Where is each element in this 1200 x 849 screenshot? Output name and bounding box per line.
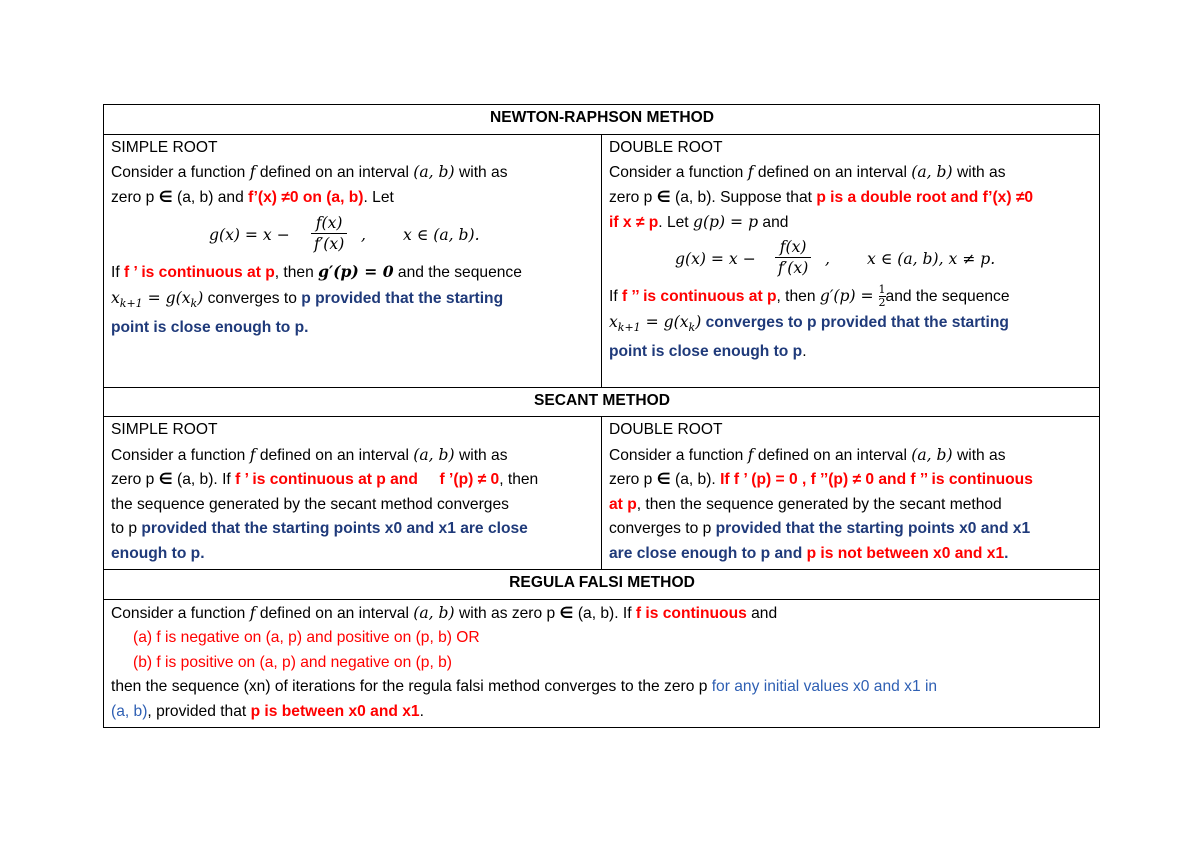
secant-simple-line1: [111, 443, 595, 469]
text-and: and: [746, 604, 778, 622]
secant-title: SECANT METHOD: [104, 387, 1100, 417]
regula-line4: [111, 675, 1093, 700]
text-and: and: [758, 214, 789, 231]
provided-text-2: point is close enough to p: [609, 343, 803, 361]
math-paren: ): [695, 312, 702, 331]
math-gprime: g′(p) =: [819, 286, 879, 305]
x-not-p-condition: if x ≠ p: [609, 214, 659, 231]
secant-condition: f ’ is continuous at p and f ’(p) ≠ 0: [235, 471, 500, 488]
math-interval: (a, b): [413, 603, 455, 622]
eq-fraction: [311, 213, 347, 254]
text-let: . Let: [658, 214, 693, 231]
math-interval: (a, b): [911, 445, 953, 464]
math-eq-g: = g(x: [640, 312, 689, 331]
math-sub-k1: k+1: [119, 296, 143, 310]
newton-simple-line2: [111, 186, 595, 211]
math-sub-k1: k+1: [617, 320, 641, 334]
eq-comma: ,: [361, 226, 366, 244]
text-consider: Consider a function: [609, 164, 744, 181]
continuity-condition: f ’’ is continuous at p: [622, 287, 777, 305]
provided-text-1: p provided that the starting: [301, 289, 504, 307]
text-if: If: [609, 287, 622, 305]
half-fraction: [879, 284, 886, 309]
text-defined: defined on an interval: [255, 446, 414, 464]
element-of-symbol: ∈: [559, 604, 574, 622]
secant-header-row: [104, 387, 1100, 417]
text-zero-p: zero p: [609, 188, 657, 206]
text-period: .: [1004, 544, 1009, 562]
text-seq-and: and the sequence: [393, 264, 522, 281]
text-ab: (a, b).: [670, 471, 721, 488]
newton-simple-heading: SIMPLE ROOT: [111, 138, 218, 156]
text-ab: (a, b). If: [172, 471, 236, 488]
newton-header-row: [104, 105, 1100, 135]
text-period: .: [419, 702, 424, 720]
regula-header-row: [104, 570, 1100, 600]
eq-numerator: f(x): [315, 214, 343, 232]
newton-simple-line4: [111, 260, 595, 286]
newton-double-heading: DOUBLE ROOT: [609, 138, 723, 156]
text-converges: converges to p: [609, 520, 716, 537]
text-consider: Consider a function: [111, 164, 246, 181]
text-zero-p: zero p: [609, 471, 657, 488]
eq-comma: ,: [825, 249, 830, 268]
secant-simple-heading: SIMPLE ROOT: [111, 421, 218, 438]
text-with-as: with as: [454, 446, 508, 464]
math-f: f: [249, 603, 256, 622]
secant-simple-line2: [111, 468, 595, 493]
text-ab: (a, b). Suppose that: [670, 188, 817, 206]
math-x: x: [609, 312, 618, 331]
eq-lhs: g(x) = x −: [675, 249, 756, 268]
regula-line1: [111, 601, 1093, 627]
provided-text-1: provided that the starting points x0 and x1: [715, 520, 1031, 537]
interval-text: (a, b): [111, 702, 148, 720]
provided-text-1: provided that the starting points x0 and x1 are close: [141, 520, 528, 537]
text-ab: (a, b) and: [172, 188, 249, 206]
newton-double-line6: [609, 310, 1093, 341]
secant-double-line3: [609, 493, 1093, 518]
math-gp: g(p) = p: [692, 213, 759, 231]
secant-simple-line5: enough to p.: [111, 544, 205, 562]
math-f: f: [747, 163, 754, 181]
math-gprime: g′(p) = 0: [318, 262, 394, 281]
secant-content-row: [104, 417, 1100, 570]
not-between-condition: p is not between x0 and x1: [806, 544, 1005, 562]
any-initial-text: for any initial values x0 and x1 in: [711, 678, 938, 695]
eq-domain: x ∈ (a, b).: [403, 226, 480, 244]
math-f: f: [249, 445, 256, 464]
math-eq-g: = g(x: [142, 288, 191, 307]
eq-denominator: f′(x): [775, 257, 811, 278]
secant-double-line5: [609, 542, 1093, 567]
text-zero-p: zero p: [111, 471, 159, 488]
between-condition: p is between x0 and x1: [250, 702, 420, 720]
text-then: , then: [776, 287, 820, 305]
math-interval: (a, b): [413, 163, 455, 181]
text-ab: (a, b). If: [573, 604, 636, 622]
element-of-symbol: ∈: [656, 471, 671, 488]
text-consider: Consider a function: [609, 446, 744, 464]
math-x: x: [111, 288, 120, 307]
math-interval: (a, b): [413, 445, 455, 464]
text-with-as: with as: [952, 164, 1006, 181]
continuity-condition: f ’ is continuous at p: [124, 264, 275, 281]
regula-case-b: (b) f is positive on (a, p) and negative on (p, b): [133, 653, 452, 671]
text-seq-and: and the sequence: [885, 287, 1010, 305]
methods-table: [103, 104, 1100, 728]
half-den: 2: [878, 295, 886, 309]
newton-simple-cell: [104, 134, 602, 387]
text-consider: Consider a function: [111, 604, 246, 622]
secant-double-line1: [609, 443, 1093, 469]
newton-simple-line5: [111, 286, 595, 317]
newton-title: NEWTON-RAPHSON METHOD: [104, 105, 1100, 135]
text-to-p: to p: [111, 520, 142, 537]
text-with-as: with as: [454, 164, 508, 181]
text-then: , then: [499, 471, 539, 488]
text-period: .: [802, 343, 807, 361]
at-p-condition: at p: [609, 495, 637, 513]
newton-double-cell: [602, 134, 1100, 387]
secant-double-heading: DOUBLE ROOT: [609, 421, 723, 438]
newton-double-line2: [609, 186, 1093, 211]
math-sub-k: k: [688, 320, 696, 334]
text-if: If: [111, 264, 124, 281]
text-converges: converges to: [203, 289, 302, 307]
element-of-symbol: ∈: [158, 188, 173, 206]
secant-simple-cell: [104, 417, 602, 570]
newton-content-row: [104, 134, 1100, 387]
regula-title: REGULA FALSI METHOD: [104, 570, 1100, 600]
text-defined: defined on an interval: [255, 604, 414, 622]
derivative-condition: f’(x) ≠0 on (a, b): [248, 188, 364, 206]
math-interval: (a, b): [911, 163, 953, 181]
text-defined: defined on an interval: [753, 164, 912, 181]
element-of-symbol: ∈: [158, 471, 173, 488]
text-defined: defined on an interval: [753, 446, 912, 464]
text-zero-p: zero p: [111, 188, 159, 206]
newton-double-line3: [609, 210, 1093, 236]
eq-numerator: f(x): [779, 237, 807, 256]
secant-double-line2: [609, 468, 1093, 493]
math-paren: ): [197, 288, 204, 307]
regula-content-row: [104, 599, 1100, 728]
secant-simple-line4: [111, 517, 595, 542]
text-consider: Consider a function: [111, 446, 246, 464]
text-let: . Let: [363, 188, 394, 206]
secant-double-condition: If f ’ (p) = 0 , f ’’(p) ≠ 0 and f ’’ is continuous: [720, 471, 1033, 488]
newton-double-line7: [609, 340, 1093, 365]
text-with-as: with as zero p: [454, 604, 560, 622]
text-then: , then the sequence generated by the secant method: [636, 495, 1002, 513]
half-num: 1: [878, 282, 886, 296]
double-root-condition: p is a double root and f’(x) ≠0: [816, 188, 1034, 206]
eq-domain: x ∈ (a, b), x ≠ p.: [867, 249, 996, 268]
regula-cell: [104, 599, 1100, 728]
eq-denominator: f′(x): [311, 233, 347, 254]
newton-simple-line1: [111, 160, 595, 186]
regula-line5: [111, 700, 1093, 725]
provided-text-2: are close enough to p and: [609, 544, 807, 562]
text-with-as: with as: [952, 446, 1006, 464]
continuity-condition: f is continuous: [635, 604, 747, 622]
math-f: f: [249, 163, 256, 181]
newton-double-line1: [609, 160, 1093, 186]
math-sub-k: k: [190, 296, 198, 310]
secant-double-line4: [609, 517, 1093, 542]
text-then: , then: [274, 264, 319, 281]
math-f: f: [747, 445, 754, 464]
newton-double-equation: [609, 236, 1093, 282]
element-of-symbol: ∈: [656, 188, 671, 206]
text-defined: defined on an interval: [255, 164, 414, 181]
eq-lhs: g(x) = x −: [209, 226, 290, 244]
regula-case-a: (a) f is negative on (a, p) and positive on (p, b) OR: [133, 629, 480, 646]
secant-double-cell: [602, 417, 1100, 570]
secant-simple-line3: the sequence generated by the secant method converges: [111, 495, 509, 513]
newton-simple-line6: point is close enough to p.: [111, 319, 309, 337]
newton-double-line5: [609, 282, 1093, 310]
text-provided: , provided that: [147, 702, 251, 720]
eq-fraction: [775, 237, 811, 278]
text-then: then the sequence (xn) of iterations for the regula falsi method converges to the zero p: [111, 678, 712, 695]
converges-text: converges to p provided that the starting: [701, 313, 1009, 331]
newton-simple-equation: [111, 210, 595, 260]
